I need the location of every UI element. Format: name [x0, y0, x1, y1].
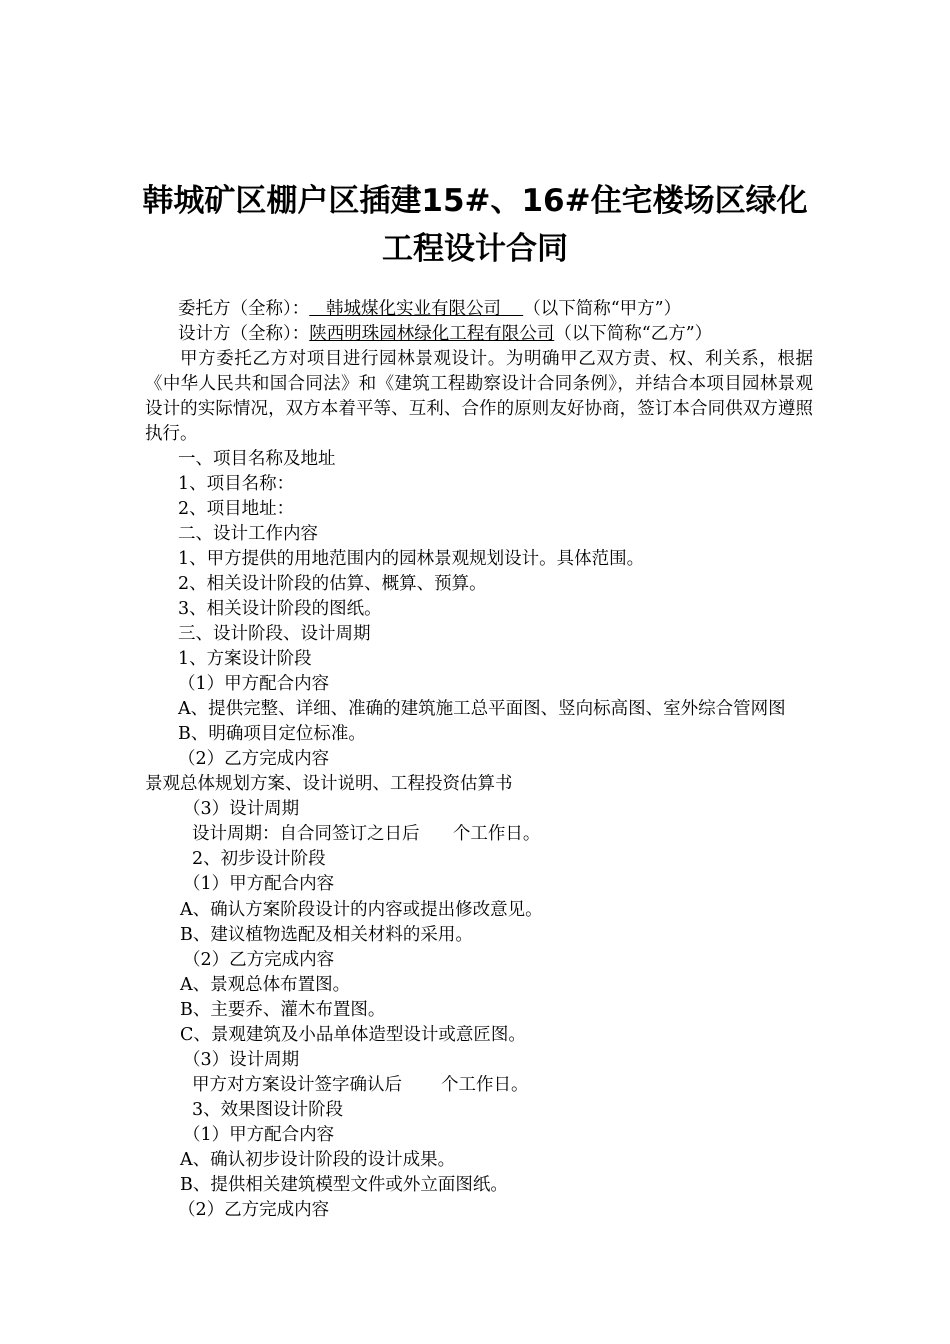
list-item: （1）甲方配合内容	[178, 674, 330, 694]
document-title-line-2: 工程设计合同	[382, 231, 568, 267]
list-item: A、确认初步设计阶段的设计成果。	[180, 1150, 456, 1170]
list-item: （2）乙方完成内容	[178, 1200, 330, 1220]
designer-name: 陕西明珠园林绿化工程有限公司	[309, 324, 555, 344]
client-label: 委托方（全称）：	[178, 299, 310, 319]
list-item: A、提供完整、详细、准确的建筑施工总平面图、竖向标高图、室外综合管网图	[178, 699, 786, 719]
list-item: B、建议植物选配及相关材料的采用。	[180, 925, 473, 945]
list-item: （3）设计周期	[183, 799, 300, 819]
list-item: 甲方对方案设计签字确认后 个工作日。	[192, 1075, 529, 1095]
list-item: 2、相关设计阶段的估算、概算、预算。	[178, 574, 487, 594]
list-item: B、明确项目定位标准。	[178, 724, 366, 744]
list-item: A、景观总体布置图。	[180, 975, 351, 995]
list-item: 2、初步设计阶段	[192, 849, 326, 869]
designer-label: 设计方（全称）：	[178, 324, 310, 344]
section-heading: 二、设计工作内容	[178, 524, 318, 544]
designer-suffix: （以下简称“乙方”）	[554, 324, 713, 344]
list-item: 1、项目名称：	[178, 474, 295, 494]
client-line	[178, 297, 681, 322]
section-heading: 三、设计阶段、设计周期	[178, 624, 371, 644]
list-item: 景观总体规划方案、设计说明、工程投资估算书	[145, 774, 513, 794]
list-item: 2、项目地址：	[178, 499, 295, 519]
list-item: （2）乙方完成内容	[183, 950, 335, 970]
list-item: B、主要乔、灌木布置图。	[180, 1000, 386, 1020]
list-item: 设计周期：自合同签订之日后 个工作日。	[192, 824, 541, 844]
designer-line	[178, 322, 712, 347]
list-item: 3、效果图设计阶段	[192, 1100, 344, 1120]
list-item: A、确认方案阶段设计的内容或提出修改意见。	[180, 900, 543, 920]
list-item: （3）设计周期	[183, 1050, 300, 1070]
list-item: C、景观建筑及小品单体造型设计或意匠图。	[180, 1025, 526, 1045]
list-item: （1）甲方配合内容	[183, 1125, 335, 1145]
document-title-line-1: 韩城矿区棚户区插建15#、16#住宅楼场区绿化	[142, 183, 808, 219]
intro-paragraph: 甲方委托乙方对项目进行园林景观设计。为明确甲乙双方责、权、利关系，根据《中华人民共和国合同法》和《建筑工程勘察设计合同条例》，并结合本项目园林景观设计的实际情况，双方本着平等、互利、合作的原则友好协商，签订本合同供双方遵照执行。	[145, 349, 813, 444]
list-item: 3、相关设计阶段的图纸。	[178, 599, 382, 619]
list-item: （1）甲方配合内容	[183, 874, 335, 894]
list-item: 1、甲方提供的用地范围内的园林景观规划设计。具体范围。	[178, 549, 645, 569]
list-item: （2）乙方完成内容	[178, 749, 330, 769]
client-name: 韩城煤化实业有限公司	[309, 299, 524, 319]
list-item: B、提供相关建筑模型文件或外立面图纸。	[180, 1175, 508, 1195]
section-heading: 一、项目名称及地址	[178, 449, 336, 469]
list-item: 1、方案设计阶段	[178, 649, 312, 669]
client-suffix: （以下简称“甲方”）	[523, 299, 682, 319]
